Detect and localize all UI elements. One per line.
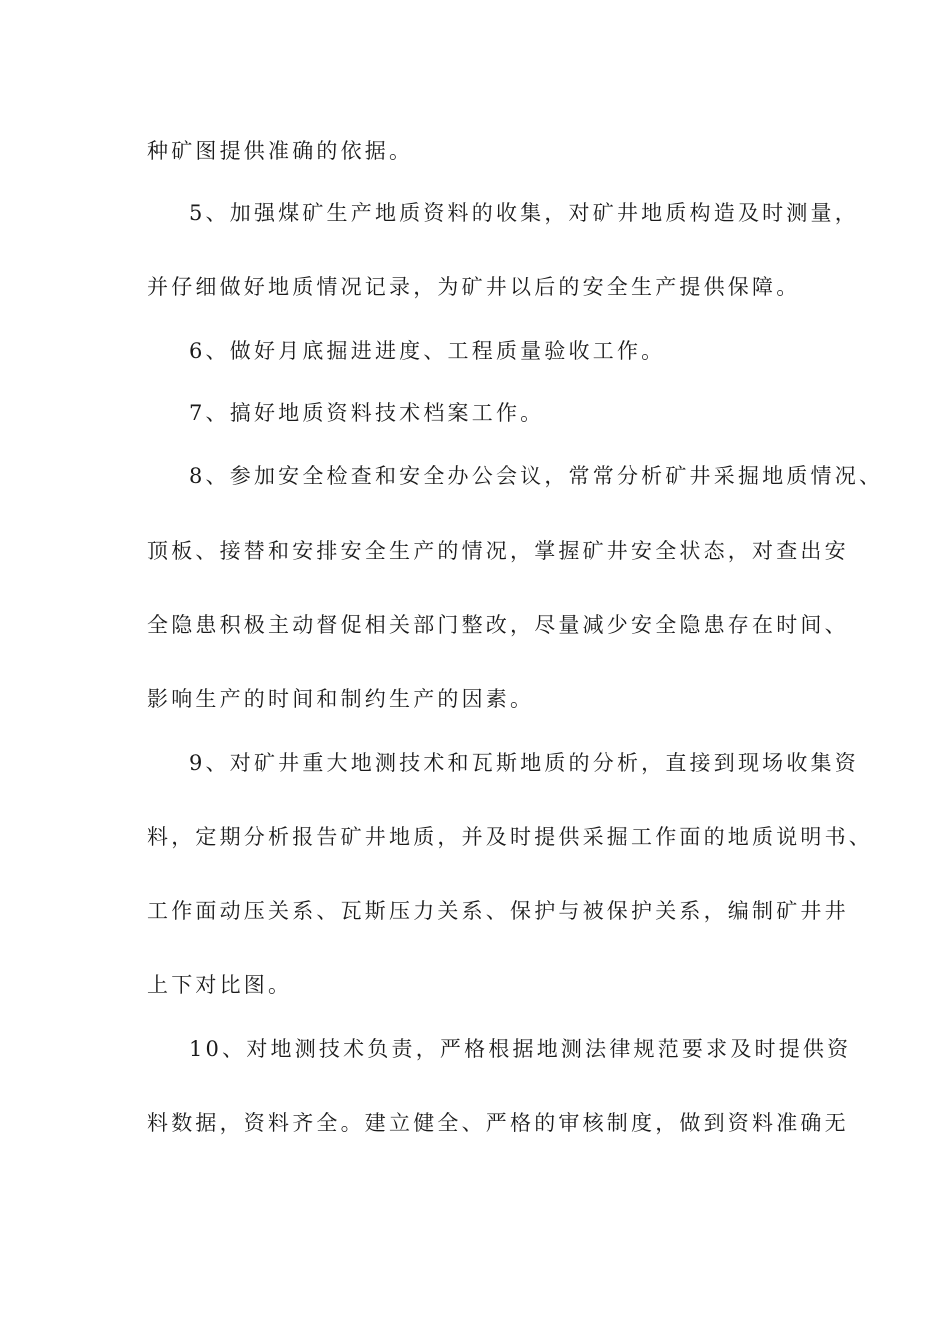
text-line: 并仔细做好地质情况记录，为矿井以后的安全生产提供保障。 — [147, 275, 801, 299]
text-line: 料数据，资料齐全。建立健全、严格的审核制度，做到资料准确无 — [147, 1111, 849, 1135]
text-line: 全隐患积极主动督促相关部门整改，尽量减少安全隐患存在时间、 — [147, 613, 849, 637]
text-line: 7、搞好地质资料技术档案工作。 — [189, 401, 545, 425]
text-line: 8、参加安全检查和安全办公会议，常常分析矿井采掘地质情况、 — [189, 464, 884, 488]
text-line: 影响生产的时间和制约生产的因素。 — [147, 687, 535, 711]
text-line: 9、对矿井重大地测技术和瓦斯地质的分析，直接到现场收集资 — [189, 751, 859, 775]
text-line: 6、做好月底掘进进度、工程质量验收工作。 — [189, 339, 666, 363]
text-line: 顶板、接替和安排安全生产的情况，掌握矿井安全状态，对查出安 — [147, 539, 849, 563]
text-line: 5、加强煤矿生产地质资料的收集，对矿井地质构造及时测量， — [189, 201, 859, 225]
text-line: 种矿图提供准确的依据。 — [147, 139, 414, 163]
text-line: 10、对地测技术负责，严格根据地测法律规范要求及时提供资 — [189, 1037, 852, 1061]
text-line: 料，定期分析报告矿井地质，并及时提供采掘工作面的地质说明书、 — [147, 825, 873, 849]
text-line: 工作面动压关系、瓦斯压力关系、保护与被保护关系，编制矿井井 — [147, 899, 849, 923]
text-line: 上下对比图。 — [147, 973, 293, 997]
